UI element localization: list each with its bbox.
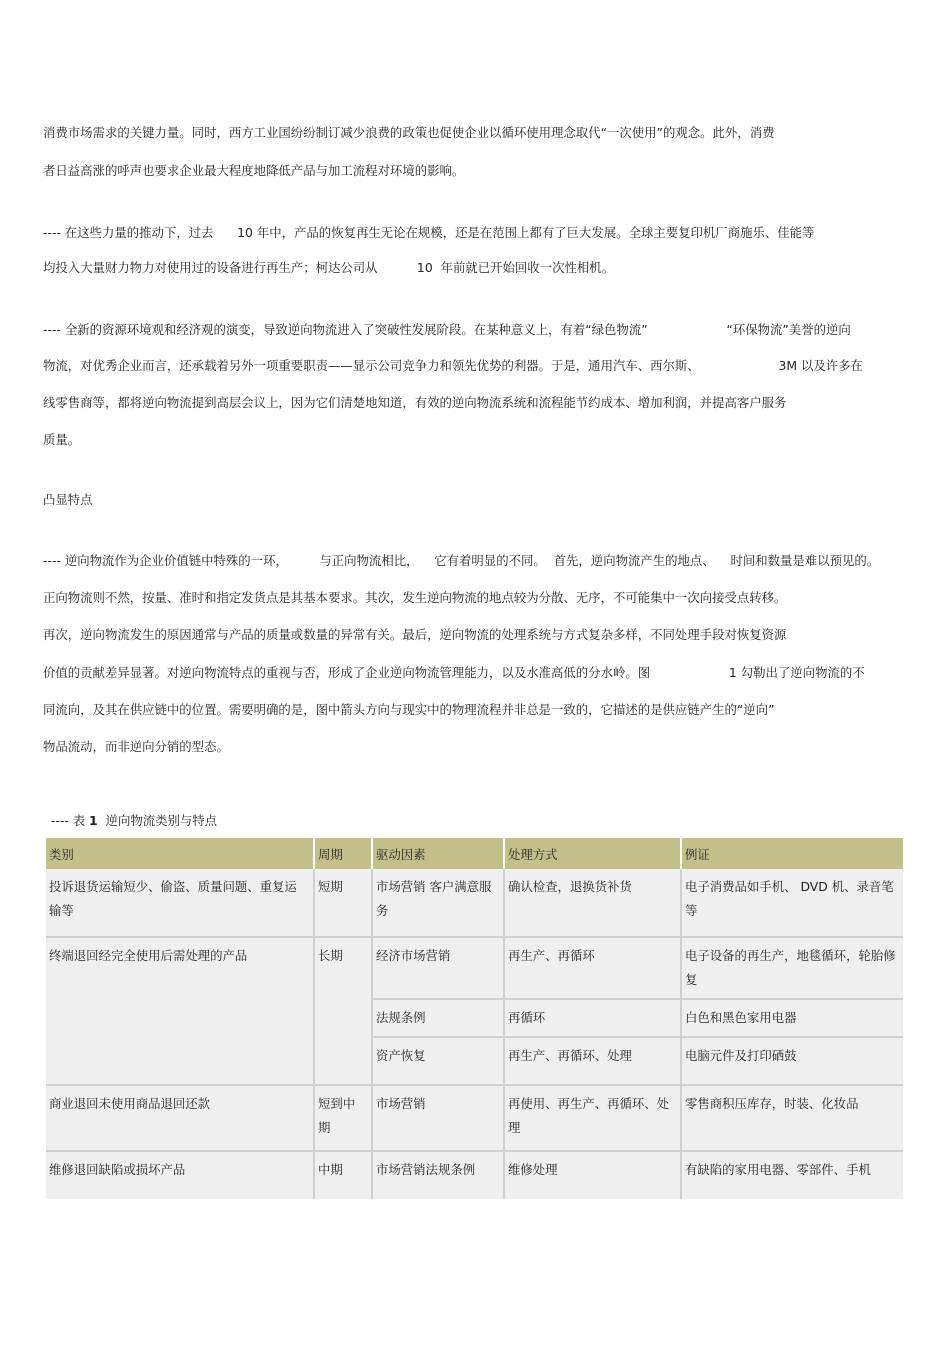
paragraph-3-line-2: 物流，对优秀企业而言，还承载着另外一项重要职责——显示公司竞争力和领先优势的利器。于是，通用汽车、西尔斯、 3M 以及许多在: [43, 358, 863, 373]
paragraph-4-line-3: 再次，逆向物流发生的原因通常与产品的质量或数量的异常有关。最后，逆向物流的处理系统与方式复杂多样，不同处理手段对恢复资源: [43, 627, 787, 642]
table-row: [46, 1085, 903, 1151]
cell-example: 电子设备的再生产，地毯循环，轮胎修复: [681, 937, 903, 999]
paragraph-4-line-1: ---- 逆向物流作为企业价值链中特殊的一环， 与正向物流相比， 它有着明显的不同。 首先，逆向物流产生的地点、 时间和数量是难以预见的。: [43, 553, 880, 568]
cell-method: 再生产、再循环: [504, 937, 681, 999]
cell-period: 短到中期: [314, 1085, 372, 1151]
cell-period: 短期: [314, 869, 372, 937]
table-caption-number: 1: [89, 813, 98, 828]
paragraph-4-line-6: 物品流动，而非逆向分销的型态。: [43, 739, 229, 754]
paragraph-3-line-1: ---- 全新的资源环境观和经济观的演变，导致逆向物流进入了突破性发展阶段。在某种意义上，有着“绿色物流” “环保物流”美誉的逆向: [43, 322, 851, 337]
paragraph-4-line-4: 价值的贡献差异显著。对逆向物流特点的重视与否，形成了企业逆向物流管理能力，以及水准高低的分水岭。图 1 勾勒出了逆向物流的不: [43, 665, 865, 680]
header-example: 例证: [681, 838, 903, 869]
table-row: [46, 937, 903, 999]
table-caption: [43, 794, 217, 830]
cell-example: 电子消费品如手机、 DVD 机、录音笔等: [681, 869, 903, 937]
cell-category: 商业退回未使用商品退回还款: [46, 1085, 314, 1151]
header-method: 处理方式: [504, 838, 681, 869]
cell-method: 维修处理: [504, 1151, 681, 1199]
cell-example: 白色和黑色家用电器: [681, 999, 903, 1037]
paragraph-3-line-4: 质量。: [43, 432, 81, 447]
paragraph-4-line-5: 同流向，及其在供应链中的位置。需要明确的是，图中箭头方向与现实中的物理流程并非总是一致的，它描述的是供应链产生的“逆向”: [43, 702, 775, 717]
cell-category: 投诉退货运输短少、偷盗、质量问题、重复运输等: [46, 869, 314, 937]
table-caption-title: 逆向物流类别与特点: [97, 813, 218, 828]
cell-driver: 市场营销法规条例: [372, 1151, 504, 1199]
cell-period: 长期: [314, 937, 372, 1085]
paragraph-2-line-1: ---- 在这些力量的推动下，过去 10 年中，产品的恢复再生无论在规模，还是在范围上都有了巨大发展。全球主要复印机厂商施乐、佳能等: [43, 225, 815, 240]
cell-example: 有缺陷的家用电器、零部件、手机: [681, 1151, 903, 1199]
cell-driver: 法规条例: [372, 999, 504, 1037]
paragraph-1-line-2: 者日益高涨的呼声也要求企业最大程度地降低产品与加工流程对环境的影响。: [43, 163, 465, 178]
cell-example: 零售商积压库存，时装、化妆品: [681, 1085, 903, 1151]
cell-driver: 经济市场营销: [372, 937, 504, 999]
table-row: [46, 1151, 903, 1199]
cell-category: 终端退回经完全使用后需处理的产品: [46, 937, 314, 1085]
cell-method: 再使用、再生产、再循环、处理: [504, 1085, 681, 1151]
cell-method: 再循环: [504, 999, 681, 1037]
table-caption-prefix: ---- 表: [50, 813, 90, 828]
paragraph-1-line-1: 消费市场需求的关键力量。同时，西方工业国纷纷制订减少浪费的政策也促使企业以循环使用理念取代“一次使用”的观念。此外，消费: [43, 125, 775, 140]
header-period: 周期: [314, 838, 372, 869]
cell-driver: 市场营销: [372, 1085, 504, 1151]
cell-category: 维修退回缺陷或损坏产品: [46, 1151, 314, 1199]
cell-method: 再生产、再循环、处理: [504, 1037, 681, 1085]
paragraph-4-line-2: 正向物流则不然，按量、准时和指定发货点是其基本要求。其次，发生逆向物流的地点较为分散、无序，不可能集中一次向接受点转移。: [43, 590, 787, 605]
header-driver: 驱动因素: [372, 838, 504, 869]
cell-example: 电脑元件及打印硒鼓: [681, 1037, 903, 1085]
reverse-logistics-table: [46, 838, 903, 1199]
cell-driver: 资产恢复: [372, 1037, 504, 1085]
cell-method: 确认检查，退换货补货: [504, 869, 681, 937]
paragraph-2-line-2: 均投入大量财力物力对使用过的设备进行再生产；柯达公司从 10 年前就已开始回收一次性相机。: [43, 260, 615, 275]
table-row: [46, 869, 903, 937]
header-category: 类别: [46, 838, 314, 869]
table-header-row: [46, 838, 903, 869]
cell-period: 中期: [314, 1151, 372, 1199]
cell-driver: 市场营销 客户满意服务: [372, 869, 504, 937]
section-heading: 凸显特点: [43, 492, 93, 507]
paragraph-3-line-3: 线零售商等，都将逆向物流提到高层会议上，因为它们清楚地知道，有效的逆向物流系统和流程能节约成本、增加利润，并提高客户服务: [43, 395, 787, 410]
